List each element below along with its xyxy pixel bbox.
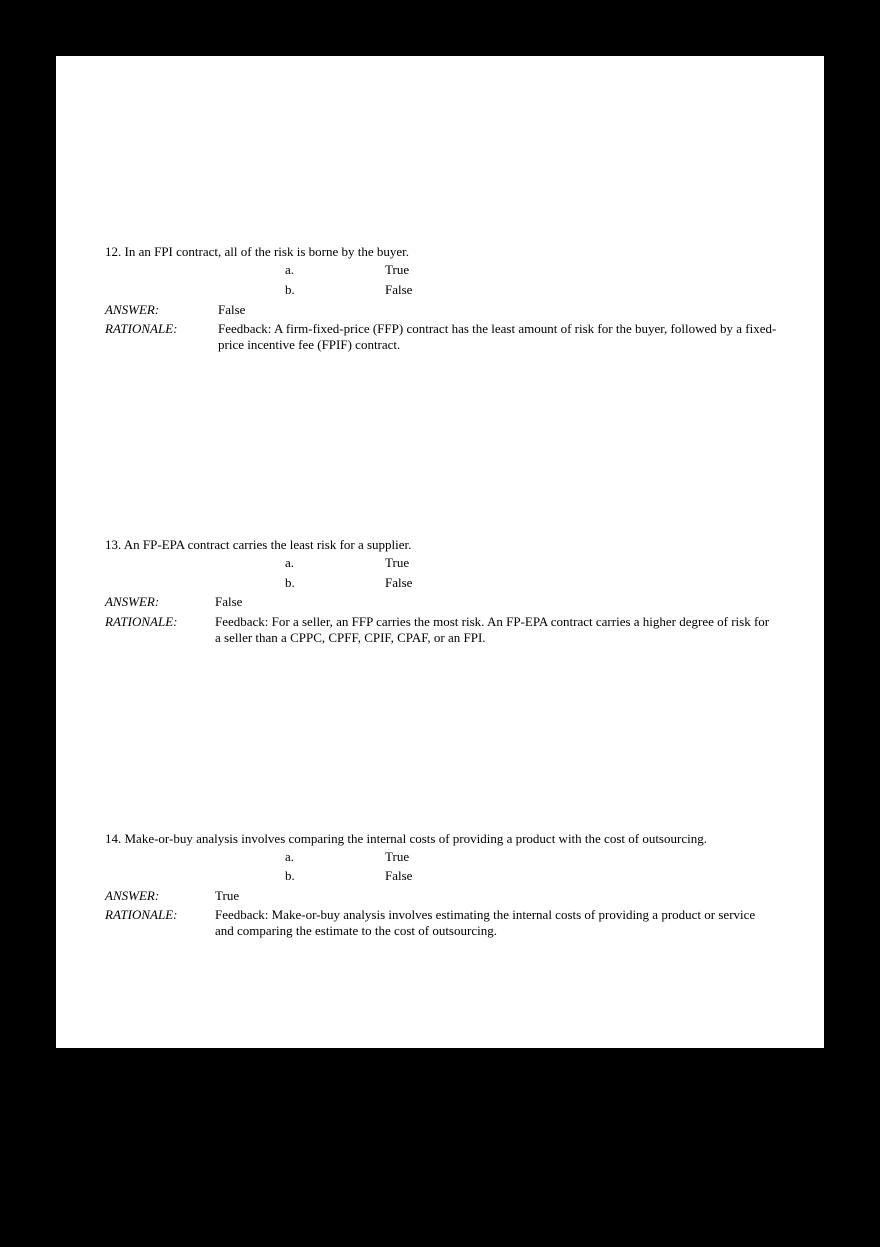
- answer-value: False: [218, 302, 246, 317]
- option-text: True: [385, 262, 410, 277]
- option-text: True: [385, 849, 410, 864]
- option-text: False: [385, 575, 413, 590]
- question-stem: 12. In an FPI contract, all of the risk is borne by the buyer.: [105, 244, 409, 259]
- option-letter: b.: [285, 282, 295, 297]
- rationale-label: RATIONALE:: [105, 321, 178, 336]
- option-letter: b.: [285, 868, 295, 883]
- rationale-text: Feedback: A firm-fixed-price (FFP) contract has the least amount of risk for the buyer, followed by a fixed-price incentive fee (FPIF) contract.: [218, 321, 777, 352]
- answer-label: ANSWER:: [105, 302, 160, 317]
- option-text: False: [385, 282, 413, 297]
- answer-value: False: [215, 594, 243, 609]
- option-b: [105, 868, 505, 884]
- rationale-text: Feedback: For a seller, an FFP carries the most risk. An FP-EPA contract carries a higher degree of risk for a seller than a CPPC, CPFF, CPIF, CPAF, or an FPI.: [215, 614, 770, 645]
- question-stem: 13. An FP-EPA contract carries the least risk for a supplier.: [105, 537, 412, 552]
- option-a: [105, 555, 505, 571]
- option-a: [105, 262, 505, 278]
- option-letter: a.: [285, 262, 295, 277]
- option-letter: a.: [285, 849, 295, 864]
- answer-value: True: [215, 888, 240, 903]
- document-page: [56, 56, 824, 1048]
- option-letter: a.: [285, 555, 295, 570]
- answer-label: ANSWER:: [105, 888, 160, 903]
- answer-label: ANSWER:: [105, 594, 160, 609]
- question-stem: 14. Make-or-buy analysis involves comparing the internal costs of providing a product with the cost of outsourcing.: [105, 831, 707, 846]
- option-b: [105, 282, 505, 298]
- option-b: [105, 575, 505, 591]
- option-text: True: [385, 555, 410, 570]
- option-letter: b.: [285, 575, 295, 590]
- rationale-label: RATIONALE:: [105, 907, 178, 922]
- option-text: False: [385, 868, 413, 883]
- option-a: [105, 849, 505, 865]
- rationale-text: Feedback: Make-or-buy analysis involves estimating the internal costs of providing a product or service and comparing the estimate to the cost of outsourcing.: [215, 907, 756, 938]
- rationale-label: RATIONALE:: [105, 614, 178, 629]
